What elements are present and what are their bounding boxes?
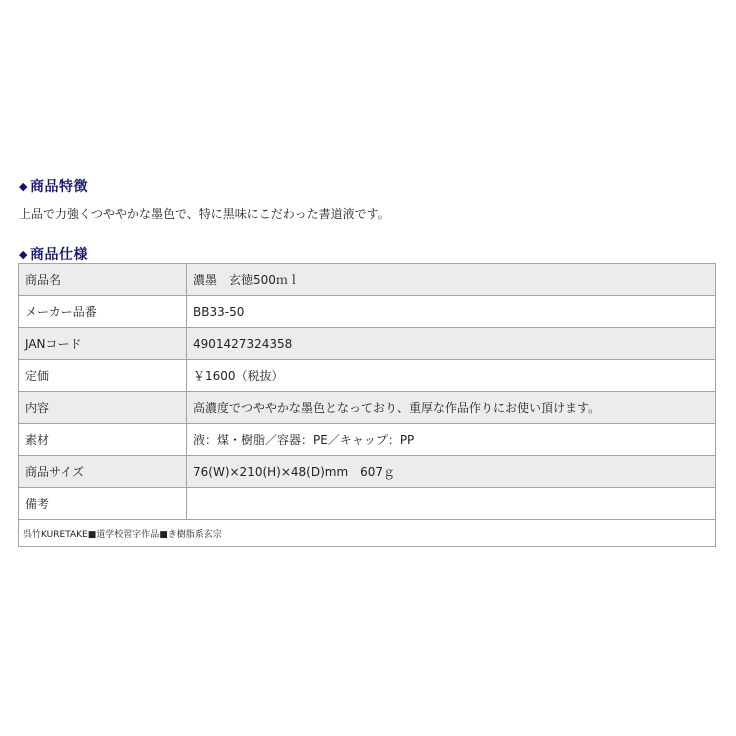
- spec-label-size: 商品サイズ: [19, 456, 187, 488]
- spec-footer-keywords: 呉竹KURETAKE■道学校習字作品■き樹脂系玄宗: [19, 520, 716, 547]
- spec-value-notes: [187, 488, 716, 520]
- spec-label-contents: 内容: [19, 392, 187, 424]
- table-row: [19, 392, 716, 424]
- table-row: [19, 360, 716, 392]
- diamond-bullet-icon: ◆: [19, 248, 28, 261]
- spec-heading: [19, 244, 88, 264]
- spec-heading-text: 商品仕様: [29, 247, 88, 263]
- features-heading-text: 商品特徴: [29, 179, 88, 195]
- spec-value-contents: 高濃度でつややかな墨色となっており、重厚な作品作りにお使い頂けます。: [187, 392, 716, 424]
- spec-label-notes: 備考: [19, 488, 187, 520]
- spec-label-material: 素材: [19, 424, 187, 456]
- table-row: [19, 328, 716, 360]
- diamond-bullet-icon: ◆: [19, 180, 28, 193]
- table-row: [19, 456, 716, 488]
- table-row: [19, 520, 716, 547]
- spec-value-size: 76(W)×210(H)×48(D)mm 607ｇ: [187, 456, 716, 488]
- spec-value-product-name: 濃墨 玄徳500ｍｌ: [187, 264, 716, 296]
- spec-label-maker-number: メーカー品番: [19, 296, 187, 328]
- table-row: [19, 424, 716, 456]
- spec-value-material: 液：煤・樹脂／容器：PE／キャップ：PP: [187, 424, 716, 456]
- features-description: 上品で力強くつややかな墨色で、特に黒味にこだわった書道液です。: [19, 207, 390, 221]
- spec-label-price: 定価: [19, 360, 187, 392]
- table-row: [19, 488, 716, 520]
- spec-table: [18, 263, 716, 547]
- spec-value-price: ￥1600（税抜）: [187, 360, 716, 392]
- spec-value-jan-code: 4901427324358: [187, 328, 716, 360]
- table-row: [19, 296, 716, 328]
- spec-label-jan-code: JANコード: [19, 328, 187, 360]
- spec-value-maker-number: BB33-50: [187, 296, 716, 328]
- table-row: [19, 264, 716, 296]
- features-heading: [19, 176, 88, 196]
- spec-label-product-name: 商品名: [19, 264, 187, 296]
